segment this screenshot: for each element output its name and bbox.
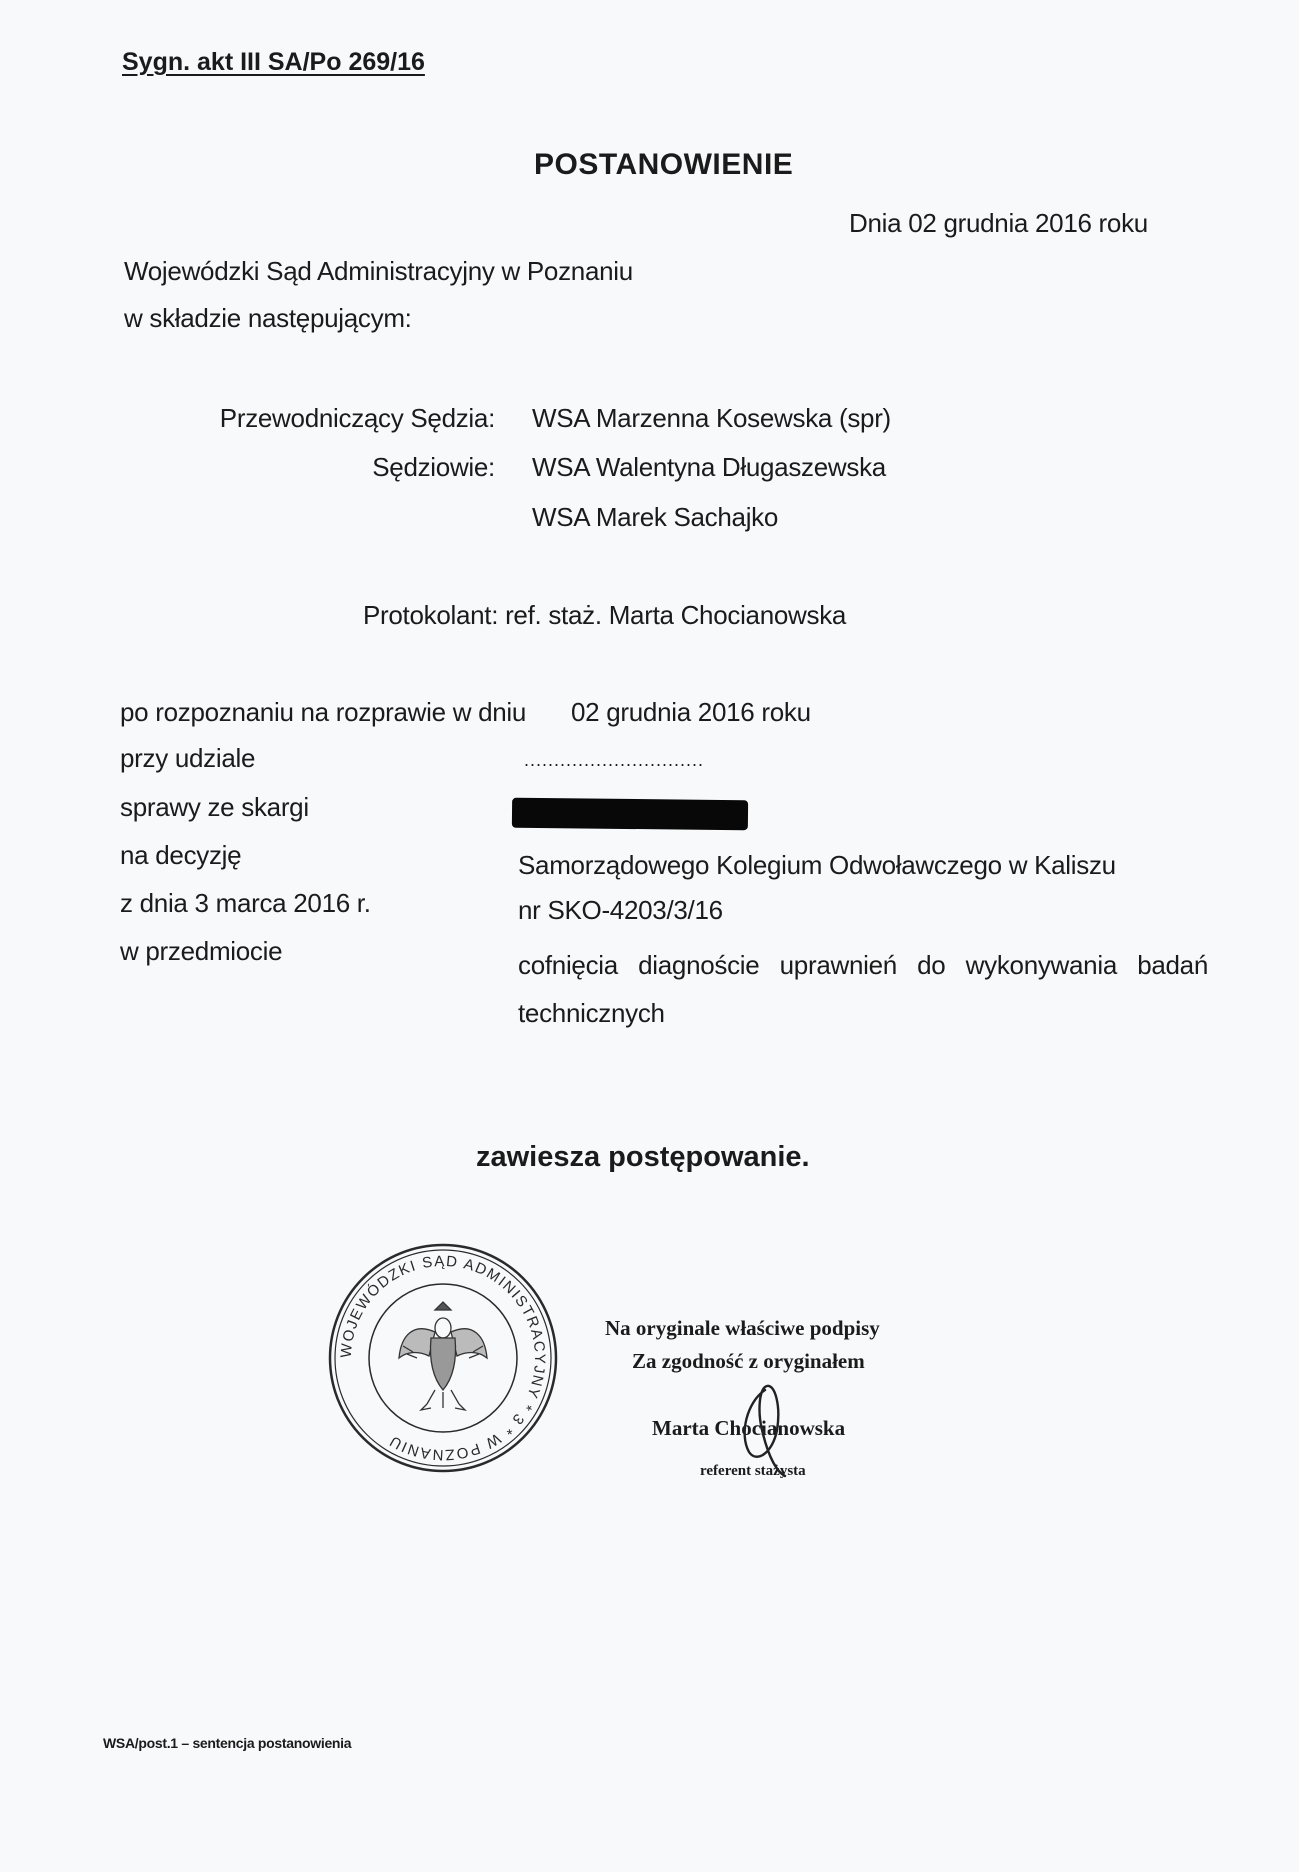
participation-blank: .............................. <box>524 750 705 770</box>
redacted-complainant <box>512 798 748 830</box>
certifier-role: referent stażysta <box>700 1463 806 1479</box>
judge-name: WSA Marek Sachajko <box>532 502 779 532</box>
form-footer: WSA/post.1 – sentencja postanowienia <box>103 1735 352 1751</box>
participation-label: przy udziale <box>120 743 256 773</box>
court-seal-icon <box>325 1240 561 1476</box>
eagle-emblem <box>399 1302 487 1410</box>
presiding-judge-name: WSA Marzenna Kosewska (spr) <box>532 403 891 433</box>
document-date: Dnia 02 grudnia 2016 roku <box>849 208 1148 238</box>
hearing-label: po rozpoznaniu na rozprawie w dniu <box>120 697 527 727</box>
hearing-date: 02 grudnia 2016 roku <box>571 697 811 727</box>
subject-label: w przedmiocie <box>120 936 283 966</box>
court-clerk: Protokolant: ref. staż. Marta Chocianowska <box>363 600 847 630</box>
ruling-text: zawiesza postępowanie. <box>476 1141 810 1173</box>
court-name: Wojewódzki Sąd Administracyjny w Poznaniu <box>124 256 633 286</box>
certification-original-signatures: Na oryginale właściwe podpisy <box>605 1316 880 1340</box>
decision-authority: Samorządowego Kolegium Odwoławczego w Kaliszu <box>518 850 1116 880</box>
handwritten-signature-icon <box>725 1372 815 1482</box>
document-title: POSTANOWIENIE <box>534 148 794 181</box>
case-signature: Sygn. akt III SA/Po 269/16 <box>122 48 425 76</box>
decision-number: nr SKO-4203/3/16 <box>518 895 723 925</box>
seal-ring-text: WOJEWÓDZKI SĄD ADMINISTRACYJNY * 3 * W POZNANIU <box>337 1252 549 1464</box>
presiding-judge-label: Przewodniczący Sędzia: <box>219 403 495 433</box>
court-composition: w składzie następującym: <box>124 303 412 333</box>
decision-label: na decyzję <box>120 840 242 870</box>
decision-date: z dnia 3 marca 2016 r. <box>120 888 371 918</box>
judges-label: Sędziowie: <box>372 452 495 482</box>
subject-value: cofnięcia diagnoście uprawnień do wykonywania badań technicznych <box>518 950 1208 1028</box>
certification-conformity: Za zgodność z oryginałem <box>632 1349 865 1373</box>
judge-name: WSA Walentyna Długaszewska <box>532 452 886 482</box>
complaint-label: sprawy ze skargi <box>120 792 309 822</box>
certifier-name: Marta Chocianowska <box>652 1416 846 1440</box>
